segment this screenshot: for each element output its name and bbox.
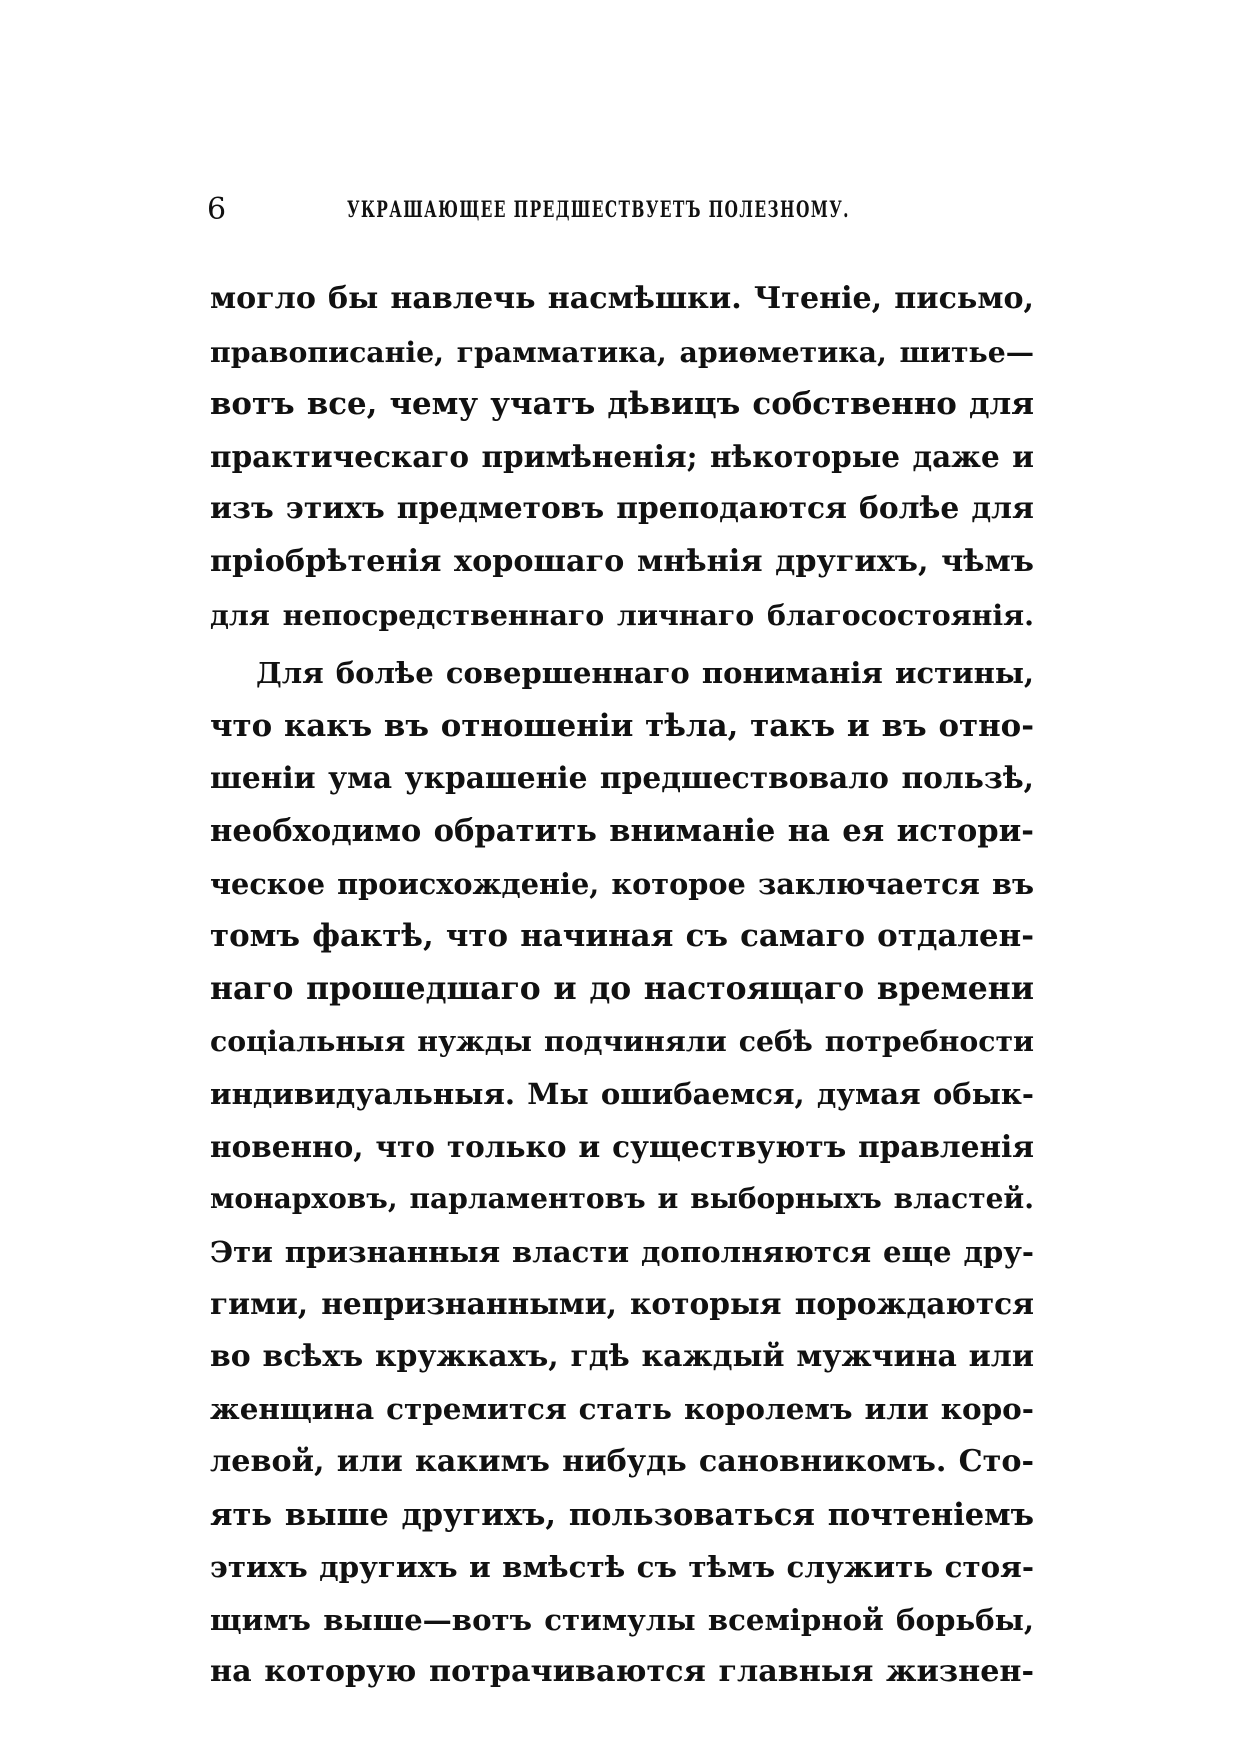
text-line: пріобрѣтенія хорошаго мнѣнія другихъ, чѣмъ <box>210 543 1034 579</box>
text-line: Для болѣе совершеннаго пониманія истины, <box>256 656 1034 691</box>
text-line: могло бы навлечь насмѣшки. Чтеніе, письмо, <box>210 281 1034 316</box>
text-line: наго прошедшаго и до настоящаго времени <box>210 970 1034 1007</box>
paragraph-2 <box>210 647 1034 1699</box>
text-line: на которую потрачиваются главныя жизнен- <box>210 1654 1034 1690</box>
text-line: монарховъ, парламентовъ и выборныхъ властей. <box>210 1182 1034 1216</box>
text-line: вотъ все, чему учатъ дѣвицъ собственно для <box>210 386 1034 423</box>
text-line: ческое происхожденіе, которое заключается въ <box>210 866 1034 901</box>
text-line: томъ фактѣ, что начиная съ самаго отдален- <box>210 918 1034 955</box>
text-line: ять выше другихъ, пользоваться почтеніемъ <box>210 1496 1034 1533</box>
text-line: соціальныя нужды подчиняли себѣ потребности <box>210 1024 1034 1059</box>
paragraph-1 <box>210 273 1034 641</box>
text-line: шеніи ума украшеніе предшествовало пользѣ, <box>210 760 1034 796</box>
text-line: гими, непризнанными, которыя порождаются <box>210 1286 1034 1322</box>
running-title: УКРАШАЮЩЕЕ ПРЕДШЕСТВУЕТЪ ПОЛЕЗНОМУ. <box>347 197 850 223</box>
text-line: что какъ въ отношеніи тѣла, такъ и въ отно- <box>210 707 1034 744</box>
text-line: изъ этихъ предметовъ преподаются болѣе для <box>210 491 1034 527</box>
text-line: женщина стремится стать королемъ или коро- <box>210 1391 1034 1427</box>
text-line: индивидуальныя. Мы ошибаемся, думая обык- <box>210 1076 1034 1111</box>
text-line: во всѣхъ кружкахъ, гдѣ каждый мужчина или <box>210 1338 1034 1374</box>
running-head <box>207 190 1037 230</box>
text-line: новенно, что только и существуютъ правленія <box>210 1128 1034 1164</box>
page-number: 6 <box>207 192 227 227</box>
text-line: Эти признанныя власти дополняются еще дру- <box>210 1234 1034 1269</box>
text-line: для непосредственнаго личнаго благосостоянія. <box>210 597 1034 632</box>
text-line: щимъ выше—вотъ стимулы всемірной борьбы, <box>210 1602 1034 1637</box>
text-line: левой, или какимъ нибудь сановникомъ. Сто- <box>210 1444 1034 1480</box>
text-line: правописаніе, грамматика, ариѳметика, шитье— <box>210 334 1034 369</box>
text-line: этихъ другихъ и вмѣстѣ съ тѣмъ служить стоя- <box>210 1549 1034 1585</box>
body-text <box>210 273 1034 1699</box>
text-line: необходимо обратить вниманіе на ея истори- <box>210 812 1034 849</box>
text-line: практическаго примѣненія; нѣкоторые даже и <box>210 438 1034 474</box>
